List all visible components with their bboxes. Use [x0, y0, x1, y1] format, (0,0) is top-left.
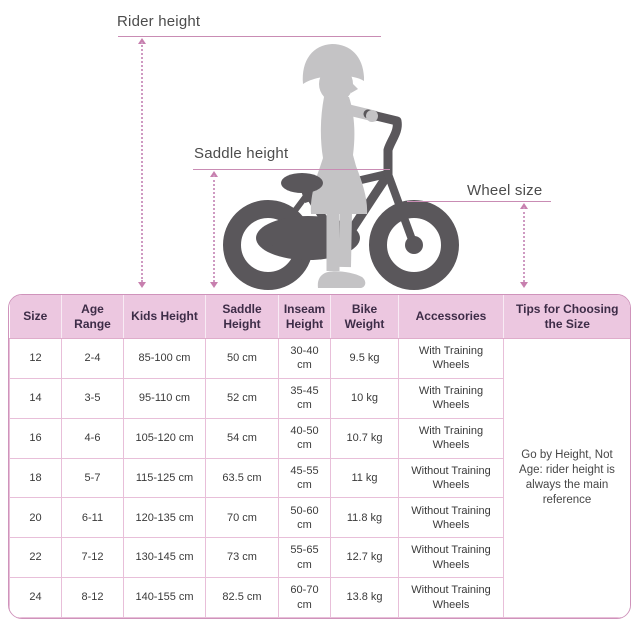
table-header-row	[10, 295, 631, 339]
cell-bike-weight: 11 kg	[331, 458, 399, 498]
cell-saddle-height: 52 cm	[206, 378, 279, 418]
cell-inseam-height: 30-40 cm	[279, 339, 331, 379]
cell-inseam-height: 60-70 cm	[279, 578, 331, 618]
cell-bike-weight: 10.7 kg	[331, 418, 399, 458]
header-kids-height: Kids Height	[124, 295, 206, 339]
cell-saddle-height: 82.5 cm	[206, 578, 279, 618]
cell-kids-height: 105-120 cm	[124, 418, 206, 458]
cell-accessories: With Training Wheels	[399, 339, 504, 379]
cell-accessories: Without Training Wheels	[399, 458, 504, 498]
cell-kids-height: 95-110 cm	[124, 378, 206, 418]
cell-bike-weight: 9.5 kg	[331, 339, 399, 379]
wheel-size-dotted-line	[523, 207, 525, 282]
cell-inseam-height: 55-65 cm	[279, 538, 331, 578]
cell-inseam-height: 35-45 cm	[279, 378, 331, 418]
wheel-size-line	[407, 201, 551, 202]
cell-accessories: Without Training Wheels	[399, 578, 504, 618]
rider-height-dotted-line	[141, 42, 143, 282]
cell-saddle-height: 54 cm	[206, 418, 279, 458]
cell-kids-height: 85-100 cm	[124, 339, 206, 379]
cell-inseam-height: 50-60 cm	[279, 498, 331, 538]
cell-age-range: 3-5	[62, 378, 124, 418]
cell-bike-weight: 12.7 kg	[331, 538, 399, 578]
cell-age-range: 4-6	[62, 418, 124, 458]
cell-size: 24	[10, 578, 62, 618]
header-size: Size	[10, 295, 62, 339]
arrow-down-icon	[520, 282, 528, 288]
cell-age-range: 7-12	[62, 538, 124, 578]
header-age-range: Age Range	[62, 295, 124, 339]
cell-saddle-height: 73 cm	[206, 538, 279, 578]
cell-accessories: With Training Wheels	[399, 418, 504, 458]
wheel-size-label: Wheel size	[467, 182, 543, 199]
cell-saddle-height: 50 cm	[206, 339, 279, 379]
cell-size: 20	[10, 498, 62, 538]
cell-inseam-height: 40-50 cm	[279, 418, 331, 458]
cell-size: 12	[10, 339, 62, 379]
rider-height-line	[118, 36, 381, 37]
cell-size: 18	[10, 458, 62, 498]
arrow-down-icon	[210, 282, 218, 288]
saddle-height-line	[193, 169, 390, 170]
saddle-height-label: Saddle height	[194, 145, 289, 162]
cell-bike-weight: 13.8 kg	[331, 578, 399, 618]
cell-size: 16	[10, 418, 62, 458]
cell-kids-height: 120-135 cm	[124, 498, 206, 538]
header-saddle-height: Saddle Height	[206, 295, 279, 339]
arrow-down-icon	[138, 282, 146, 288]
header-bike-weight: Bike Weight	[331, 295, 399, 339]
cell-bike-weight: 11.8 kg	[331, 498, 399, 538]
rider-height-label: Rider height	[117, 13, 201, 30]
cell-age-range: 5-7	[62, 458, 124, 498]
cell-accessories: With Training Wheels	[399, 378, 504, 418]
header-accessories: Accessories	[399, 295, 504, 339]
size-chart-table	[8, 294, 631, 619]
header-inseam-height: Inseam Height	[279, 295, 331, 339]
cell-accessories: Without Training Wheels	[399, 538, 504, 578]
tips-cell: Go by Height, Not Age: rider height is always the main reference	[504, 339, 631, 618]
table-row	[10, 339, 631, 379]
cell-age-range: 8-12	[62, 578, 124, 618]
cell-bike-weight: 10 kg	[331, 378, 399, 418]
cell-kids-height: 140-155 cm	[124, 578, 206, 618]
cell-saddle-height: 70 cm	[206, 498, 279, 538]
cell-kids-height: 115-125 cm	[124, 458, 206, 498]
cell-kids-height: 130-145 cm	[124, 538, 206, 578]
saddle-height-dotted-line	[213, 175, 215, 282]
cell-age-range: 6-11	[62, 498, 124, 538]
cell-saddle-height: 63.5 cm	[206, 458, 279, 498]
cell-inseam-height: 45-55 cm	[279, 458, 331, 498]
cell-age-range: 2-4	[62, 339, 124, 379]
cell-accessories: Without Training Wheels	[399, 498, 504, 538]
cell-size: 14	[10, 378, 62, 418]
kid-bike-illustration	[0, 0, 640, 292]
header-tips: Tips for Choosing the Size	[504, 295, 631, 339]
cell-size: 22	[10, 538, 62, 578]
